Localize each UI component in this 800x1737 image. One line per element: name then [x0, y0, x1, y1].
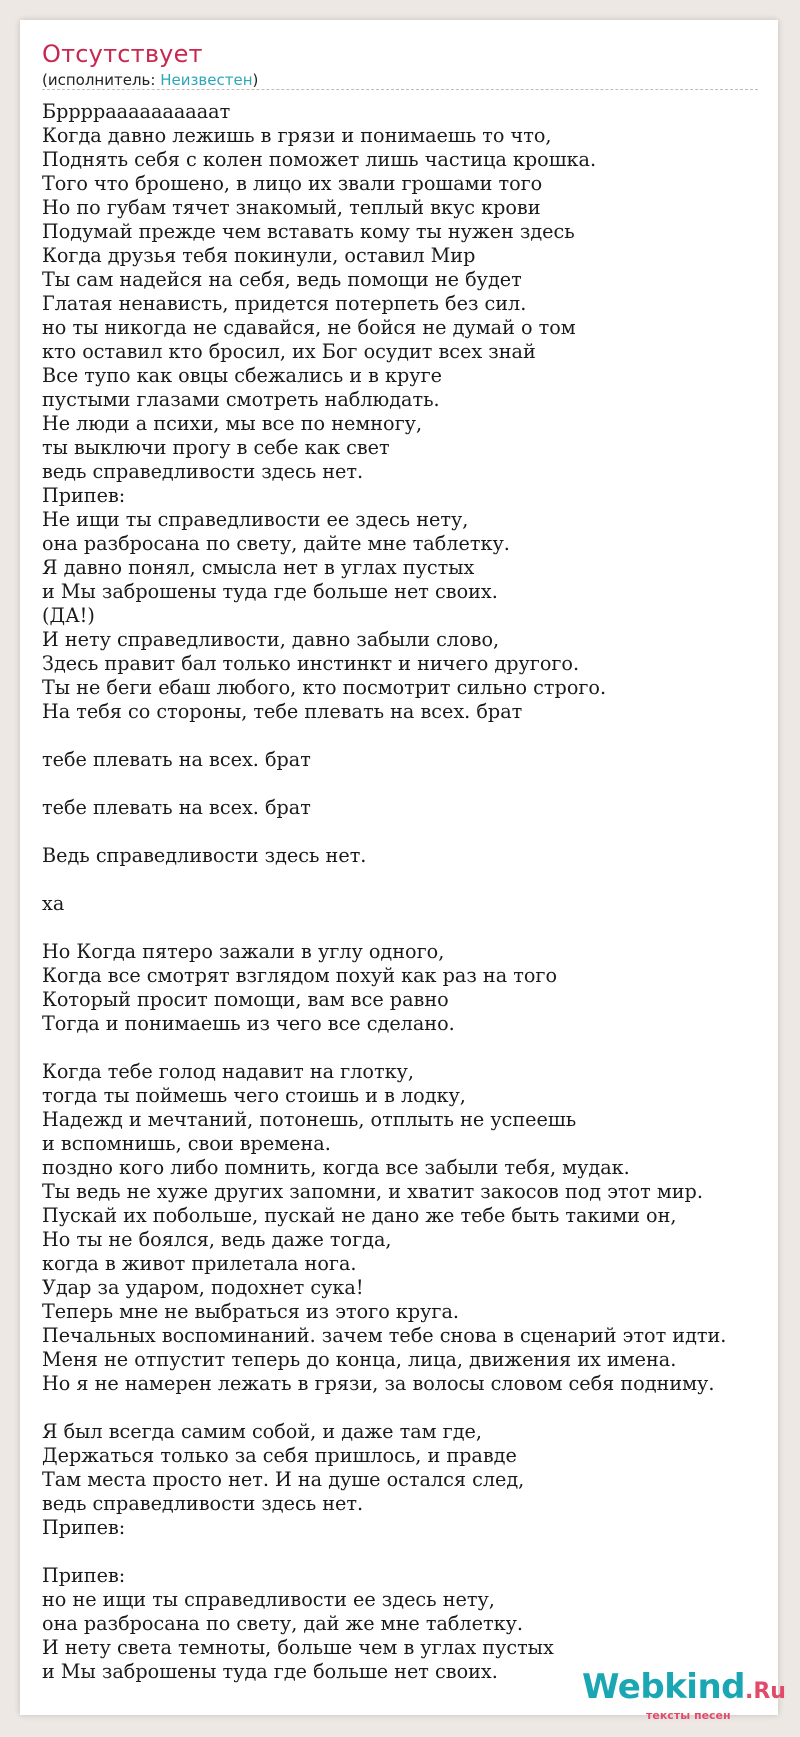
lyric-line: Но ты не боялся, ведь даже тогда,: [42, 1228, 392, 1251]
lyric-line: Когда друзья тебя покинули, оставил Мир: [42, 244, 476, 267]
lyric-line: тогда ты поймешь чего стоишь и в лодку,: [42, 1084, 466, 1107]
lyric-line: ведь справедливости здесь нет.: [42, 1492, 364, 1515]
header-divider: [42, 89, 758, 90]
lyric-line: (ДА!): [42, 604, 95, 627]
lyric-line: и Мы заброшены туда где больше нет своих.: [42, 580, 498, 603]
lyric-line: кто оставил кто бросил, их Бог осудит всех знай: [42, 340, 536, 363]
lyric-line: и вспомнишь, свои времена.: [42, 1132, 331, 1155]
lyric-line: [42, 916, 772, 940]
lyric-line: Я был всегда самим собой, и даже там где,: [42, 1420, 482, 1443]
lyric-line: но ты никогда не сдавайся, не бойся не думай о том: [42, 316, 576, 339]
lyric-line: Брррраааааааааат: [42, 100, 231, 123]
lyric-line: Не ищи ты справедливости ее здесь нету,: [42, 508, 469, 531]
lyric-line: Теперь мне не выбраться из этого круга.: [42, 1300, 460, 1323]
lyric-line: Там места просто нет. И на душе остался след,: [42, 1468, 525, 1491]
lyric-line: И нету справедливости, давно забыли слово,: [42, 628, 500, 651]
lyric-line: Глатая ненависть, придется потерпеть без сил.: [42, 292, 527, 315]
lyric-line: Пускай их побольше, пускай не дано же тебе быть такими он,: [42, 1204, 677, 1227]
lyric-line: Припев:: [42, 1516, 126, 1539]
lyric-line: [42, 820, 772, 844]
lyric-line: Ведь справедливости здесь нет.: [42, 844, 367, 867]
lyric-line: Все тупо как овцы сбежались и в круге: [42, 364, 443, 387]
lyric-line: Тогда и понимаешь из чего все сделано.: [42, 1012, 455, 1035]
lyrics-text: [42, 100, 772, 1684]
logo-tagline: тексты песен: [646, 1709, 731, 1722]
lyric-line: Держаться только за себя пришлось, и правде: [42, 1444, 517, 1467]
lyric-line: тебе плевать на всех. брат: [42, 748, 311, 771]
artist-suffix: ): [252, 71, 259, 89]
logo-tld: .Ru: [745, 1679, 786, 1704]
lyric-line: Печальных воспоминаний. зачем тебе снова в сценарий этот идти.: [42, 1324, 727, 1347]
logo-brand: Webkind: [582, 1667, 745, 1707]
lyric-line: Ты ведь не хуже других запомни, и хватит закосов под этот мир.: [42, 1180, 703, 1203]
webkind-logo[interactable]: [582, 1667, 786, 1722]
lyric-line: пустыми глазами смотреть наблюдать.: [42, 388, 440, 411]
lyric-line: Но я не намерен лежать в грязи, за волосы словом себя подниму.: [42, 1372, 715, 1395]
lyric-line: Припев:: [42, 484, 126, 507]
lyric-line: Удар за ударом, подохнет сука!: [42, 1276, 364, 1299]
lyric-line: Здесь правит бал только инстинкт и ничего другого.: [42, 652, 580, 675]
lyric-line: [42, 868, 772, 892]
lyric-line: и Мы заброшены туда где больше нет своих.: [42, 1660, 498, 1683]
lyric-line: Но по губам тячет знакомый, теплый вкус крови: [42, 196, 541, 219]
lyric-line: тебе плевать на всех. брат: [42, 796, 311, 819]
lyric-line: ведь справедливости здесь нет.: [42, 460, 364, 483]
lyric-line: Того что брошено, в лицо их звали грошами того: [42, 172, 543, 195]
lyric-line: она разбросана по свету, дай же мне таблетку.: [42, 1612, 523, 1635]
lyric-line: На тебя со стороны, тебе плевать на всех. брат: [42, 700, 523, 723]
lyric-line: Припев:: [42, 1564, 126, 1587]
lyric-line: Поднять себя с колен поможет лишь частица крошка.: [42, 148, 597, 171]
artist-link[interactable]: Неизвестен: [160, 71, 253, 89]
lyric-line: Меня не отпустит теперь до конца, лица, движения их имена.: [42, 1348, 677, 1371]
lyric-line: [42, 1540, 772, 1564]
lyric-line: [42, 772, 772, 796]
lyric-line: Подумай прежде чем вставать кому ты нужен здесь: [42, 220, 575, 243]
lyric-line: Надежд и мечтаний, потонешь, отплыть не успеешь: [42, 1108, 577, 1131]
lyric-line: ха: [42, 892, 65, 915]
lyric-line: Ты сам надейся на себя, ведь помощи не будет: [42, 268, 522, 291]
lyric-line: Когда давно лежишь в грязи и понимаешь то что,: [42, 124, 552, 147]
lyric-line: Но Когда пятеро зажали в углу одного,: [42, 940, 445, 963]
lyric-line: когда в живот прилетала нога.: [42, 1252, 357, 1275]
lyric-line: [42, 1396, 772, 1420]
lyric-line: Когда все смотрят взглядом похуй как раз на того: [42, 964, 557, 987]
lyric-line: Когда тебе голод надавит на глотку,: [42, 1060, 414, 1083]
song-title: Отсутствует: [42, 40, 203, 68]
lyric-line: ты выключи прогу в себе как свет: [42, 436, 390, 459]
lyric-line: но не ищи ты справедливости ее здесь нету,: [42, 1588, 495, 1611]
artist-line: [42, 71, 258, 89]
lyric-line: Я давно понял, смысла нет в углах пустых: [42, 556, 475, 579]
lyric-line: И нету света темноты, больше чем в углах пустых: [42, 1636, 554, 1659]
lyric-line: Ты не беги ебаш любого, кто посмотрит сильно строго.: [42, 676, 607, 699]
lyric-line: она разбросана по свету, дайте мне таблетку.: [42, 532, 510, 555]
lyric-line: Который просит помощи, вам все равно: [42, 988, 449, 1011]
lyric-line: [42, 724, 772, 748]
lyric-line: поздно кого либо помнить, когда все забыли тебя, мудак.: [42, 1156, 630, 1179]
lyric-line: [42, 1036, 772, 1060]
artist-prefix: (исполнитель:: [42, 71, 161, 89]
lyric-line: Не люди а психи, мы все по немногу,: [42, 412, 423, 435]
